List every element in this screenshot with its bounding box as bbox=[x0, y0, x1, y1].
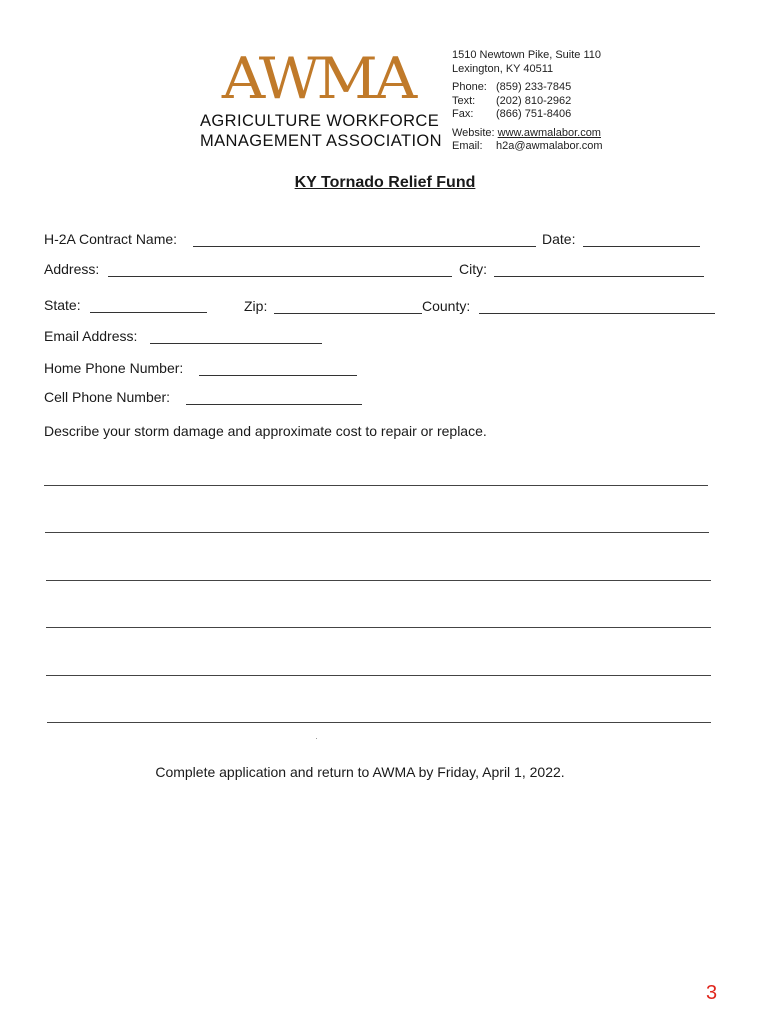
contact-block bbox=[452, 49, 603, 154]
footer-note: Complete application and return to AWMA by Friday, April 1, 2022. bbox=[155, 764, 565, 780]
text-label: Text: bbox=[452, 94, 476, 107]
address-line-2: Lexington, KY 40511 bbox=[452, 62, 554, 75]
text-row bbox=[452, 95, 603, 109]
email-label: Email: bbox=[452, 140, 483, 152]
zip-field[interactable] bbox=[274, 313, 422, 314]
email-address-label: Email Address: bbox=[44, 328, 138, 344]
website-label: Website: bbox=[452, 126, 495, 139]
county-field[interactable] bbox=[479, 313, 715, 314]
county-label: County: bbox=[422, 298, 471, 314]
logo-line-1: AGRICULTURE WORKFORCE bbox=[200, 112, 440, 130]
email-value: h2a@awmalabor.com bbox=[496, 140, 603, 152]
date-label: Date: bbox=[542, 231, 576, 247]
describe-damage-label: Describe your storm damage and approximate cost to repair or replace. bbox=[44, 423, 487, 439]
fax-value: (866) 751-8406 bbox=[496, 108, 572, 120]
contract-name-label: H-2A Contract Name: bbox=[44, 231, 178, 247]
city-label: City: bbox=[459, 261, 487, 277]
description-line[interactable] bbox=[45, 532, 709, 533]
awma-logo bbox=[200, 45, 442, 154]
description-line[interactable] bbox=[46, 627, 711, 628]
description-line[interactable] bbox=[44, 485, 708, 486]
state-label: State: bbox=[44, 297, 81, 313]
phone-row bbox=[452, 81, 603, 95]
logo-wordmark: AWMA bbox=[221, 45, 414, 113]
contract-name-field[interactable] bbox=[193, 246, 536, 247]
logo-line-2: MANAGEMENT ASSOCIATION bbox=[200, 132, 442, 150]
description-line[interactable] bbox=[47, 722, 711, 723]
website-row bbox=[452, 127, 603, 141]
address-field[interactable] bbox=[108, 276, 452, 277]
form-title: KY Tornado Relief Fund bbox=[294, 174, 476, 191]
description-line[interactable] bbox=[46, 580, 711, 581]
home-phone-field[interactable] bbox=[199, 375, 357, 376]
phone-label: Phone: bbox=[452, 81, 487, 93]
email-row bbox=[452, 140, 603, 154]
email-address-field[interactable] bbox=[150, 343, 322, 344]
date-field[interactable] bbox=[583, 246, 700, 247]
zip-label: Zip: bbox=[244, 298, 268, 314]
fax-row bbox=[452, 108, 603, 122]
phone-value: (859) 233-7845 bbox=[496, 81, 572, 93]
home-phone-label: Home Phone Number: bbox=[44, 360, 184, 376]
stray-mark bbox=[316, 738, 317, 739]
website-link[interactable]: www.awmalabor.com bbox=[497, 126, 601, 139]
cell-phone-label: Cell Phone Number: bbox=[44, 389, 171, 405]
text-value: (202) 810-2962 bbox=[496, 94, 572, 107]
cell-phone-field[interactable] bbox=[186, 404, 362, 405]
fax-label: Fax: bbox=[452, 108, 474, 120]
page-number: 3 bbox=[706, 982, 718, 1004]
state-field[interactable] bbox=[90, 312, 207, 313]
address-line-1: 1510 Newtown Pike, Suite 110 bbox=[452, 49, 601, 61]
city-field[interactable] bbox=[494, 276, 704, 277]
address-label: Address: bbox=[44, 261, 100, 277]
description-line[interactable] bbox=[46, 675, 711, 676]
